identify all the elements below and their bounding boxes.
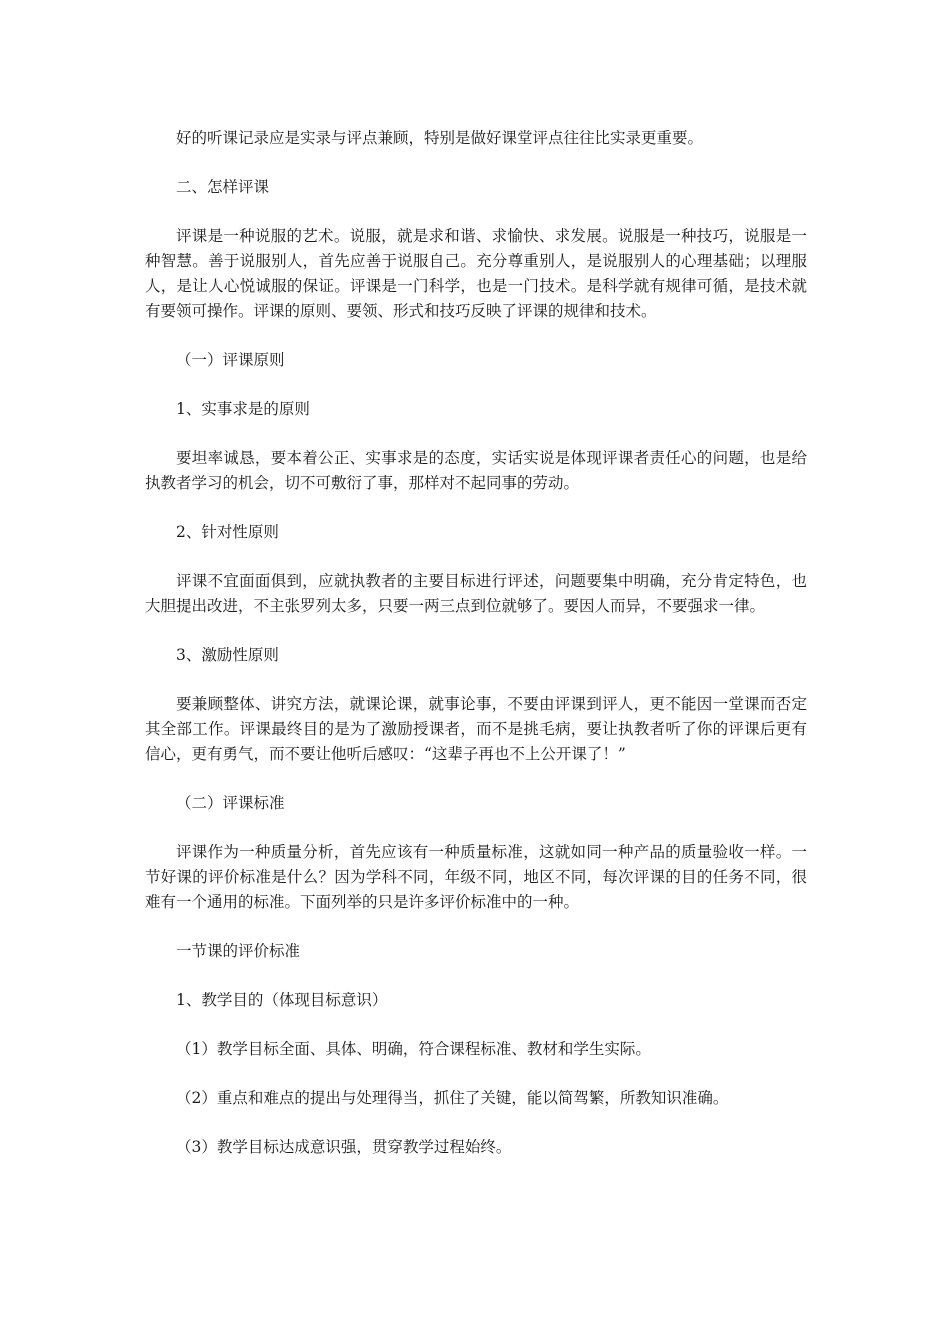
paragraph-intro: 好的听课记录应是实录与评点兼顾，特别是做好课堂评点往往比实录更重要。	[176, 129, 704, 147]
paragraph-evaluation-art: 评课是一种说服的艺术。说服，就是求和谐、求愉快、求发展。说服是一种技巧，说服是一种智慧。善于说服别人，首先应善于说服自己。充分尊重别人，是说服别人的心理基础；以理服人，是让人心悦诚服的保证。评课是一门科学，也是一门技术。是科学就有规律可循，是技术就有要领可操作。评课的原则、要领、形式和技巧反映了评课的规律和技术。	[145, 227, 807, 320]
paragraph-targeted: 评课不宜面面俱到，应就执教者的主要目标进行评述，问题要集中明确，充分肯定特色，也大胆提出改进，不主张罗列太多，只要一两三点到位就够了。要因人而异，不要强求一律。	[145, 572, 807, 615]
item-heading-truth: 1、实事求是的原则	[176, 400, 310, 418]
item-heading-targeted: 2、针对性原则	[176, 523, 279, 541]
item-heading-encouraging: 3、激励性原则	[176, 646, 279, 664]
list-item-goal-1: （1）教学目标全面、具体、明确，符合课程标准、教材和学生实际。	[176, 1040, 651, 1058]
section-heading-how-to-evaluate: 二、怎样评课	[176, 178, 270, 196]
item-heading-teaching-goal: 1、教学目的（体现目标意识）	[176, 991, 388, 1009]
subsection-heading-standards: （二）评课标准	[176, 794, 285, 812]
list-item-goal-2: （2）重点和难点的提出与处理得当，抓住了关键，能以简驾繁，所教知识准确。	[176, 1089, 729, 1107]
paragraph-truth: 要坦率诚恳，要本着公正、实事求是的态度，实话实说是体现评课者责任心的问题，也是给执教者学习的机会，切不可敷衍了事，那样对不起同事的劳动。	[145, 449, 807, 492]
list-item-goal-3: （3）教学目标达成意识强，贯穿教学过程始终。	[176, 1138, 512, 1156]
document-page	[145, 126, 807, 1160]
paragraph-standards: 评课作为一种质量分析，首先应该有一种质量标准，这就如同一种产品的质量验收一样。一节好课的评价标准是什么？因为学科不同，年级不同，地区不同，每次评课的目的任务不同，很难有一个通用的标准。下面列举的只是许多评价标准中的一种。	[145, 843, 807, 911]
heading-lesson-standard: 一节课的评价标准	[176, 942, 301, 960]
paragraph-encouraging: 要兼顾整体、讲究方法，就课论课，就事论事，不要由评课到评人，更不能因一堂课而否定其全部工作。评课最终目的是为了激励授课者，而不是挑毛病，要让执教者听了你的评课后更有信心，更有勇气，而不要让他听后感叹：“这辈子再也不上公开课了！”	[145, 695, 807, 763]
subsection-heading-principles: （一）评课原则	[176, 351, 285, 369]
